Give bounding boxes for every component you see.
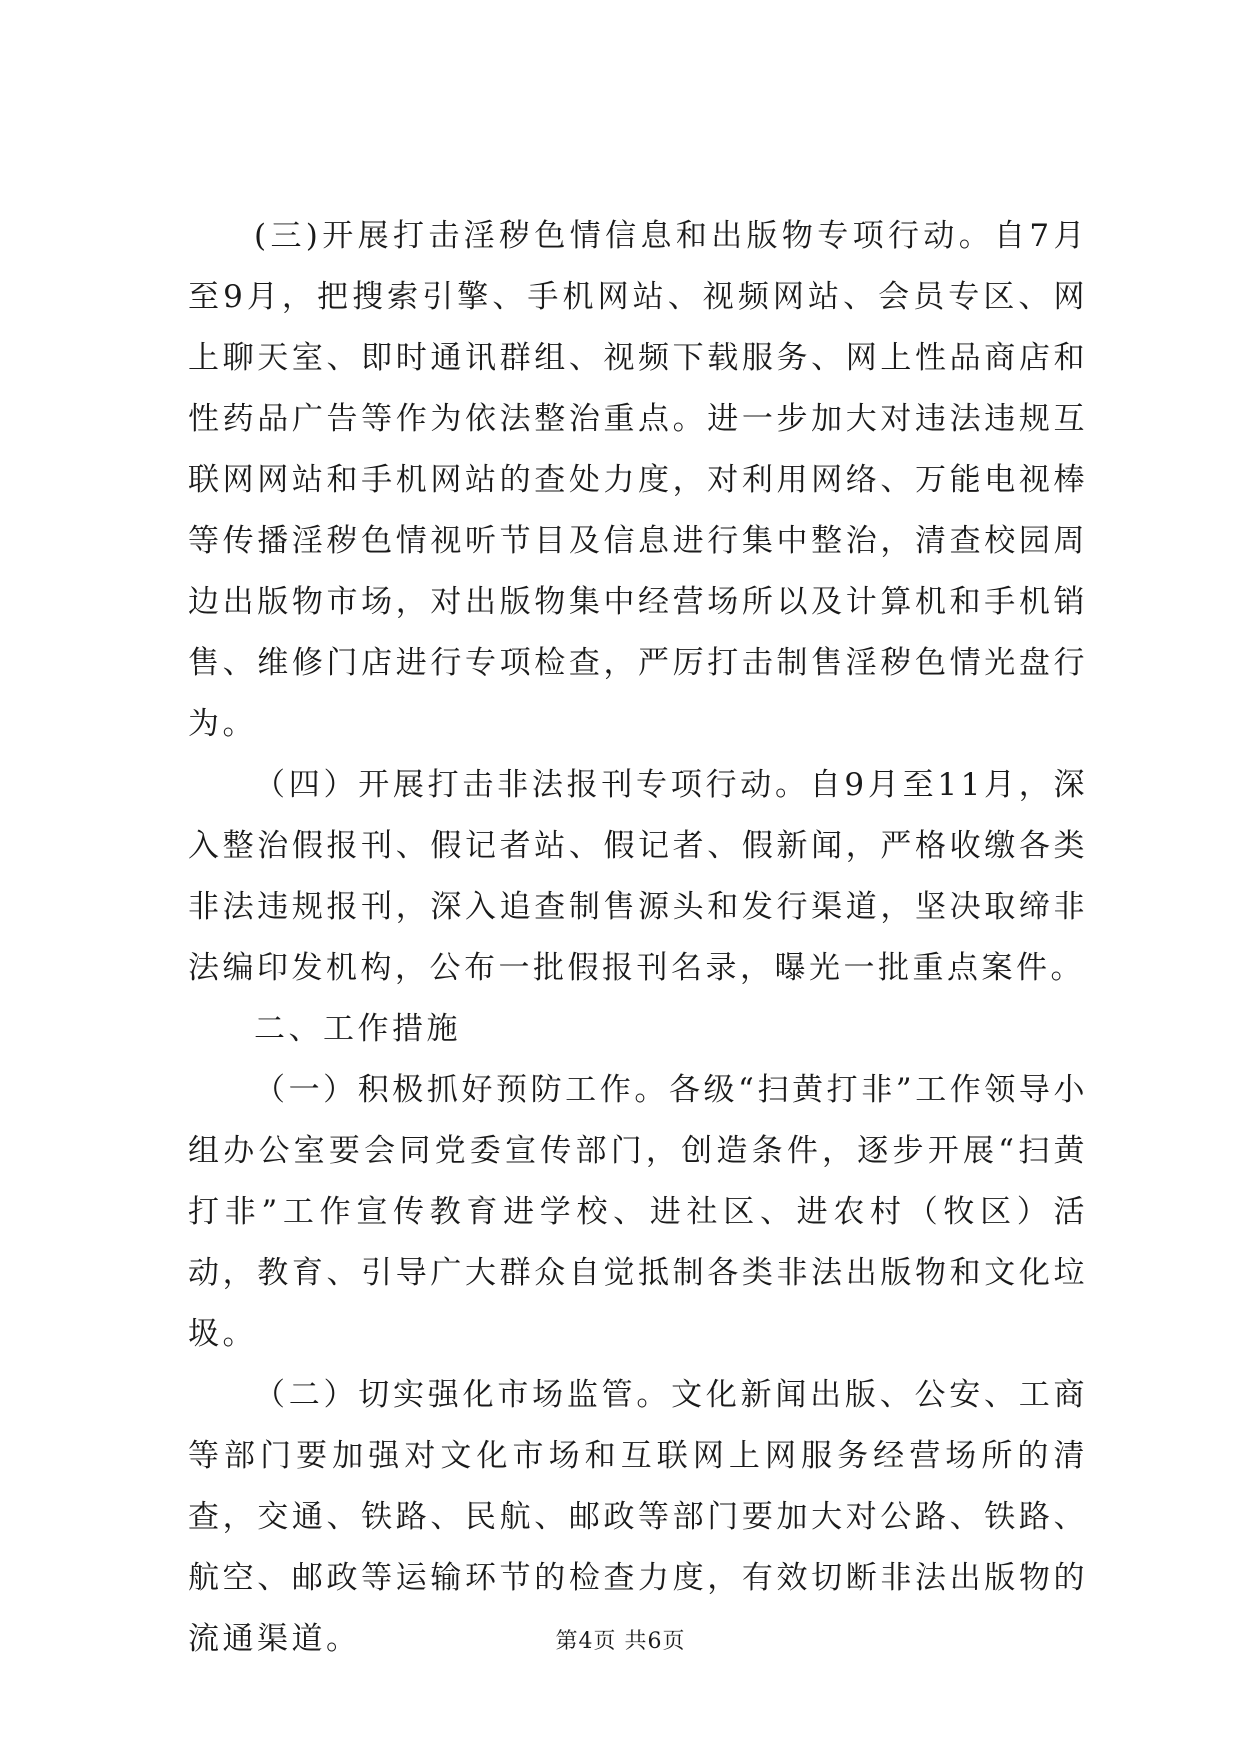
paragraph-measure-prevention: （一）积极抓好预防工作。各级“扫黄打非”工作领导小组办公室要会同党委宣传部门，创造条件，逐步开展“扫黄打非”工作宣传教育进学校、进社区、进农村（牧区）活动，教育、引导广大群众自觉抵制各类非法出版物和文化垃圾。 — [188, 1072, 1088, 1352]
document-body — [188, 206, 1088, 1670]
page-number-footer: 第4页 共6页 — [555, 1629, 686, 1654]
paragraph-special-action-illegal-press: （四）开展打击非法报刊专项行动。自9月至11月，深入整治假报刊、假记者站、假记者、假新闻，严格收缴各类非法违规报刊，深入追查制售源头和发行渠道，坚决取缔非法编印发机构，公布一批假报刊名录，曝光一批重点案件。 — [188, 767, 1088, 986]
paragraph-measure-market-supervision: （二）切实强化市场监管。文化新闻出版、公安、工商等部门要加强对文化市场和互联网上网服务经营场所的清查，交通、铁路、民航、邮政等部门要加大对公路、铁路、航空、邮政等运输环节的检查力度，有效切断非法出版物的流通渠道。 — [188, 1377, 1088, 1657]
section-heading-work-measures: 二、工作措施 — [254, 1011, 461, 1047]
paragraph-special-action-obscene: (三)开展打击淫秽色情信息和出版物专项行动。自7月至9月，把搜索引擎、手机网站、视频网站、会员专区、网上聊天室、即时通讯群组、视频下载服务、网上性品商店和性药品广告等作为依法整治重点。进一步加大对违法违规互联网网站和手机网站的查处力度，对利用网络、万能电视棒等传播淫秽色情视听节目及信息进行集中整治，清查校园周边出版物市场，对出版物集中经营场所以及计算机和手机销售、维修门店进行专项检查，严厉打击制售淫秽色情光盘行为。 — [188, 218, 1088, 742]
